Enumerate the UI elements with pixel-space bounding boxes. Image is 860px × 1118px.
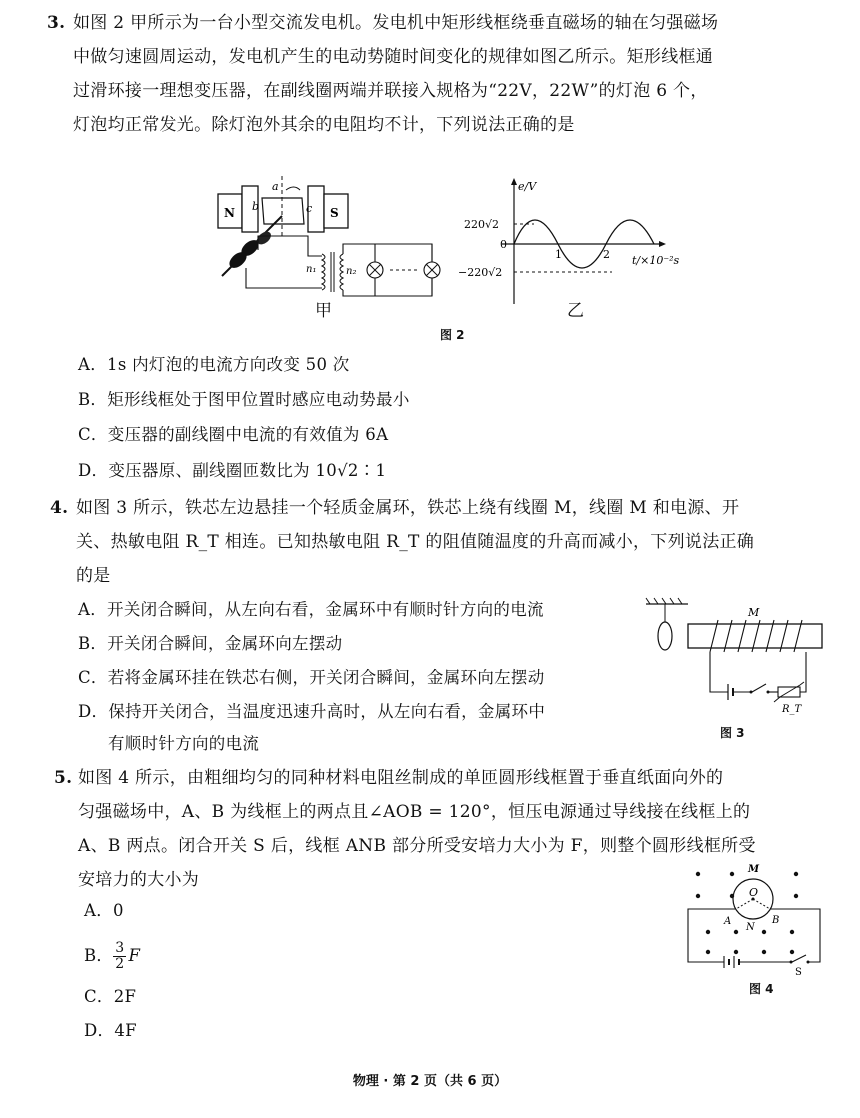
ring-o-label: O <box>749 886 759 899</box>
magnet-n-label: N <box>224 206 235 220</box>
ring-m-label: M <box>748 864 760 875</box>
coil-c-label: c <box>306 202 313 215</box>
graph-origin-label: 0 <box>500 238 507 251</box>
q3-stem-line-1: 如图 2 甲所示为一台小型交流发电机。发电机中矩形线框绕垂直磁场的轴在匀强磁场 <box>73 13 719 33</box>
q3-stem-line-2: 中做匀速圆周运动，发电机产生的电动势随时间变化的规律如图乙所示。矩形线框通 <box>73 47 714 67</box>
graph-tick-2: 2 <box>603 248 610 261</box>
q3-option-c: C．变压器的副线圈中电流的有效值为 6A <box>78 425 389 444</box>
q4-stem-line-2: 关、热敏电阻 R_T 相连。已知热敏电阻 R_T 的阻值随温度的升高而减小，下列说法正确 <box>76 532 755 552</box>
thermistor-rt-label: R_T <box>782 704 802 715</box>
q3-option-d: D．变压器原、副线圈匝数比为 10√2∶1 <box>78 461 387 480</box>
fraction-denominator: 2 <box>115 956 125 972</box>
figure-3-caption: 图 3 <box>720 726 745 740</box>
q3-stem-line-4: 灯泡均正常发光。除灯泡外其余的电阻均不计，下列说法正确的是 <box>73 115 575 135</box>
graph-x-label: t/×10⁻²s <box>632 254 680 267</box>
q5-option-d: D．4F <box>84 1021 137 1040</box>
magnet-s-label: S <box>330 206 339 220</box>
q3-option-b: B．矩形线框处于图甲位置时感应电动势最小 <box>78 390 410 409</box>
q5-option-b-fraction <box>113 941 126 972</box>
q4-stem-line-3: 的是 <box>76 566 111 586</box>
q4-option-b: B．开关闭合瞬间，金属环向左摆动 <box>78 634 343 653</box>
coil-b-label: b <box>252 200 260 213</box>
ring-a-label: A <box>724 916 732 927</box>
graph-y-label: e/V <box>518 180 537 193</box>
figure-4-caption: 图 4 <box>749 982 774 996</box>
coil-m-label: M <box>748 606 760 619</box>
graph-ymin-label: −220√2 <box>458 266 503 279</box>
q4-option-a: A．开关闭合瞬间，从左向右看，金属环中有顺时针方向的电流 <box>78 600 544 619</box>
figure-3-coil-diagram <box>640 596 840 726</box>
q5-stem-line-2: 匀强磁场中，A、B 为线框上的两点且∠AOB = 120°，恒压电源通过导线接在线框上的 <box>78 802 751 822</box>
q3-number: 3. <box>47 13 66 33</box>
q3-option-a: A．1s 内灯泡的电流方向改变 50 次 <box>78 355 350 374</box>
q5-option-b <box>84 938 140 974</box>
figure-2a-caption: 甲 <box>315 301 333 321</box>
q5-option-a: A．0 <box>84 901 124 920</box>
figure-2b-caption: 乙 <box>567 301 585 321</box>
figure-2b-emf-graph <box>458 176 682 316</box>
q5-stem-line-4: 安培力的大小为 <box>78 870 200 890</box>
transformer-n1-label: n₁ <box>306 264 317 275</box>
q5-number: 5. <box>54 768 73 788</box>
ring-b-label: B <box>772 915 780 926</box>
q4-option-d: D．保持开关闭合，当温度迅速升高时，从左向右看，金属环中 <box>78 702 546 721</box>
q4-stem-line-1: 如图 3 所示，铁芯左边悬挂一个轻质金属环，铁芯上绕有线圈 M，线圈 M 和电源、开 <box>76 498 740 518</box>
ring-n-label: N <box>746 922 755 933</box>
page-footer: 物理 · 第 2 页（共 6 页） <box>352 1074 508 1089</box>
q5-stem-line-1: 如图 4 所示，由粗细均匀的同种材料电阻丝制成的单匝圆形线框置于垂直纸面向外的 <box>78 768 724 788</box>
switch-s-label: S <box>795 967 802 978</box>
coil-a-label: a <box>272 180 279 193</box>
figure-2-generator-diagram <box>210 176 440 316</box>
q5-option-b-suffix: F <box>128 946 141 965</box>
graph-tick-1: 1 <box>555 248 562 261</box>
graph-ymax-label: 220√2 <box>464 218 500 231</box>
q5-stem-line-3: A、B 两点。闭合开关 S 后，线框 ANB 部分所受安培力大小为 F，则整个圆形线框所受 <box>78 836 756 856</box>
q4-number: 4. <box>50 498 69 518</box>
q3-stem-line-3: 过滑环接一理想变压器，在副线圈两端并联接入规格为“22V，22W”的灯泡 6 个， <box>73 81 708 101</box>
figure-2-caption: 图 2 <box>440 328 465 342</box>
q5-option-b-prefix: B． <box>84 946 114 965</box>
fraction-numerator: 3 <box>115 940 125 956</box>
transformer-n2-label: n₂ <box>346 266 357 277</box>
q4-option-c: C．若将金属环挂在铁芯右侧，开关闭合瞬间，金属环向左摆动 <box>78 668 545 687</box>
q4-option-d-continued: 有顺时针方向的电流 <box>108 734 260 753</box>
figure-4-magnetic-field-diagram <box>680 866 830 976</box>
q5-option-c: C．2F <box>84 987 137 1006</box>
